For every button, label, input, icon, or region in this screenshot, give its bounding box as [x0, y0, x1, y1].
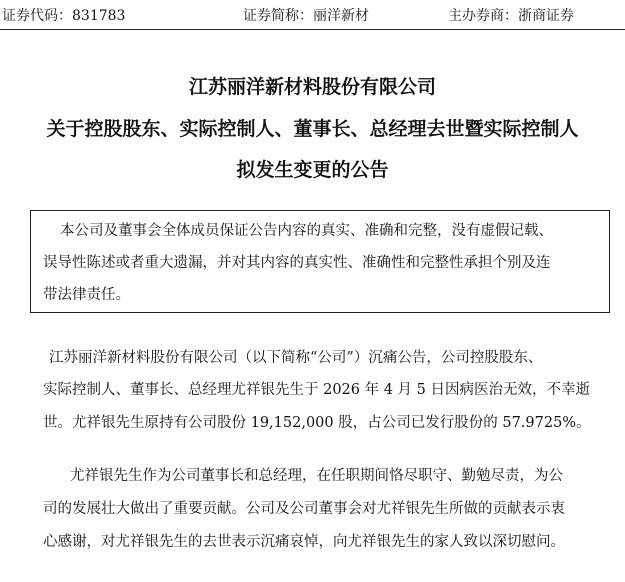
body-paragraph-2-line: 司的发展壮大做出了重要贡献。公司及公司董事会对尤祥银先生所做的贡献表示衷	[43, 501, 565, 517]
notice-line: 带法律责任。	[43, 287, 130, 303]
body-paragraph-2-line: 尤祥银先生作为公司董事长和总经理，在任职期间恪尽职守、勤勉尽责，为公	[70, 468, 563, 484]
body-paragraph-1-line: 世。尤祥银先生原持有公司股份 19,152,000 股，占公司已发行股份的 57.9725%。	[43, 415, 591, 431]
body-paragraph-1-line: 实际控制人、董事长、总经理尤祥银先生于 2026 年 4 月 5 日因病医治无效，不幸逝	[43, 382, 591, 398]
announcement-title-line-1: 关于控股股东、实际控制人、董事长、总经理去世暨实际控制人	[46, 118, 579, 140]
security-code: 证券代码：831783	[2, 8, 126, 24]
body-paragraph-2-line: 心感谢，对尤祥银先生的去世表示沉痛哀悼，向尤祥银先生的家人致以深切慰问。	[43, 534, 565, 550]
sponsor-broker: 主办券商：浙商证券	[448, 8, 574, 24]
notice-line: 误导性陈述或者重大遗漏，并对其内容的真实性、准确性和完整性承担个别及连	[43, 255, 551, 271]
announcement-title-line-2: 拟发生变更的公告	[236, 159, 389, 181]
notice-line: 本公司及董事会全体成员保证公告内容的真实、准确和完整，没有虚假记载、	[60, 223, 553, 239]
document-header	[0, 6, 625, 26]
company-title: 江苏丽洋新材料股份有限公司	[188, 76, 436, 98]
header-divider	[0, 29, 625, 30]
body-paragraph-1-line: 江苏丽洋新材料股份有限公司（以下简称“公司”）沉痛公告，公司控股股东、	[49, 350, 543, 366]
security-short-name: 证券简称：丽洋新材	[243, 8, 369, 24]
